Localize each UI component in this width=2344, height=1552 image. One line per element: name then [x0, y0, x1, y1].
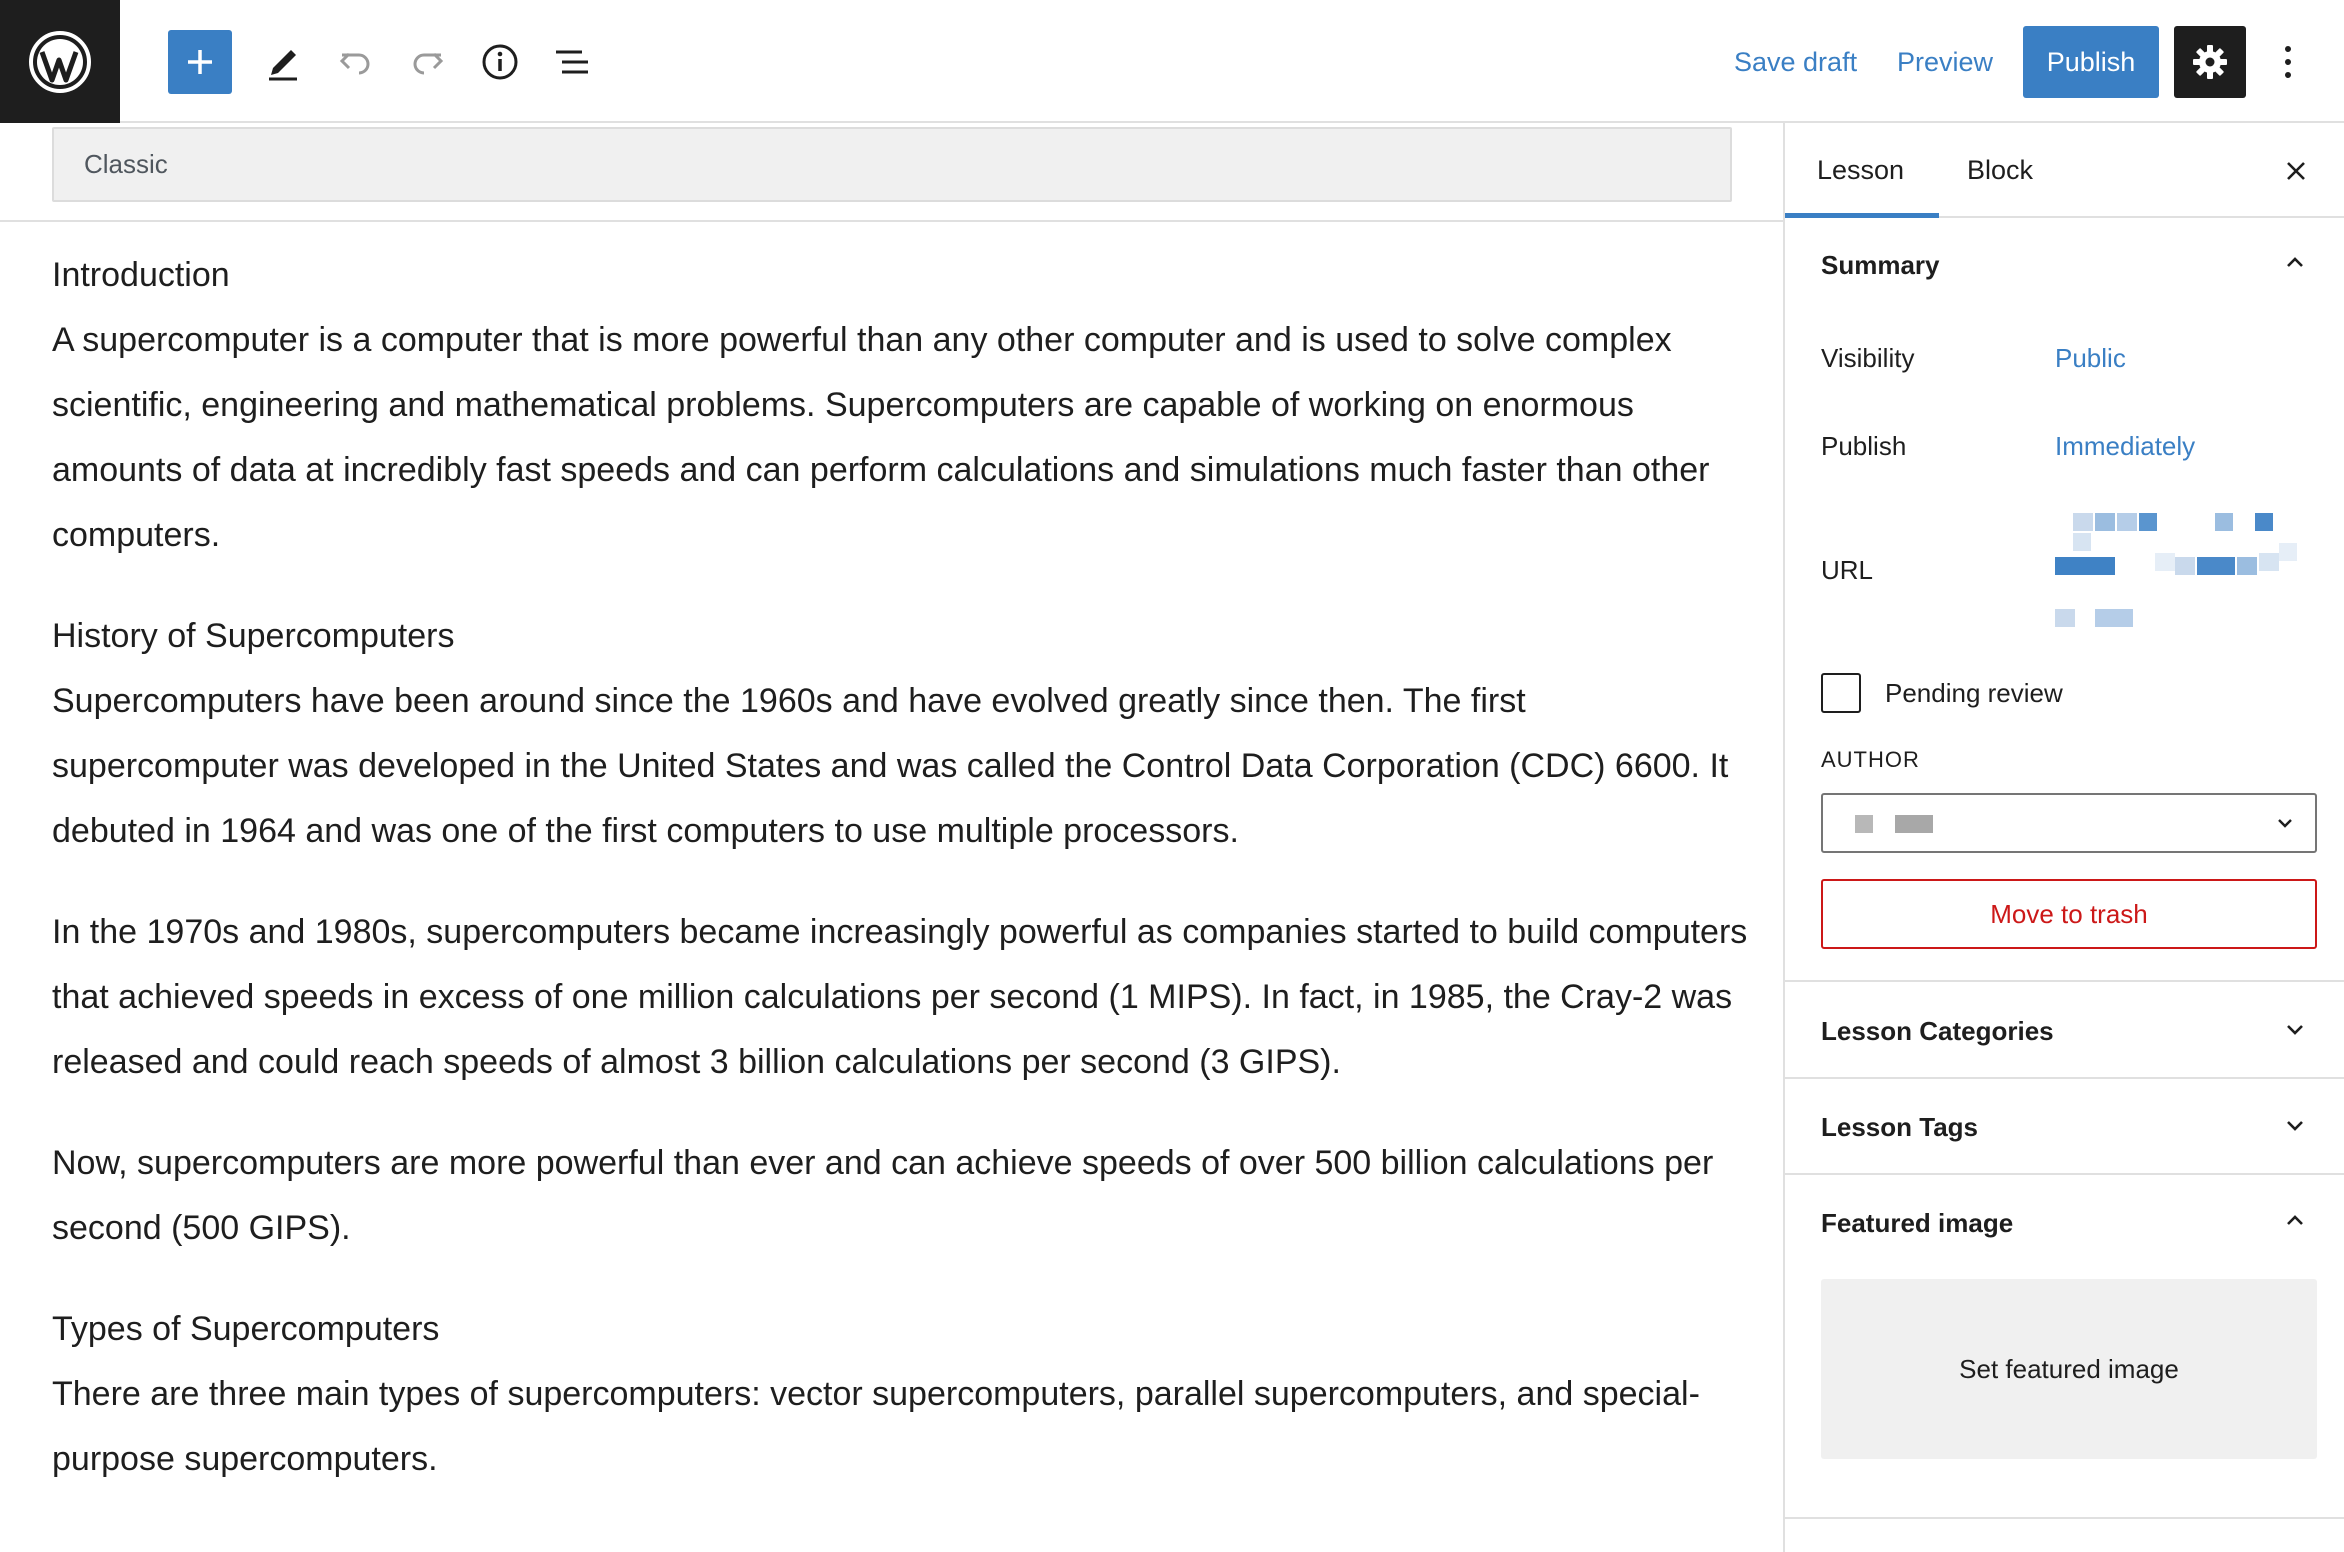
paragraph-text: Now, supercomputers are more powerful than ever and can achieve speeds of over 500 billion calculations per second (500 GIPS).	[52, 1144, 1714, 1247]
undo-icon	[335, 42, 375, 82]
lesson-tags-panel-title[interactable]: Lesson Tags	[1821, 1112, 1979, 1142]
author-name-redacted	[1895, 815, 1933, 833]
paragraph-text: There are three main types of supercomputers: vector supercomputers, parallel supercomputers, and special-purpose supercomputers.	[52, 1375, 1700, 1478]
publish-label: Publish	[1821, 431, 1907, 461]
more-options-button[interactable]	[2264, 26, 2312, 98]
lesson-categories-toggle[interactable]	[2275, 1009, 2315, 1049]
chevron-up-icon	[2283, 251, 2307, 275]
lesson-tags-toggle[interactable]	[2275, 1105, 2315, 1145]
add-block-button[interactable]	[168, 30, 232, 94]
paragraph-text: Supercomputers have been around since the 1960s and have evolved greatly since then. The first supercomputer was developed in the United States and was called the Control Data Corporation (CDC) 6600. It debuted in 1964 and was one of the first computers to use multiple processors.	[52, 682, 1729, 850]
settings-sidebar	[1783, 123, 2344, 1552]
publish-date-toggle[interactable]: Immediately	[2055, 431, 2196, 461]
author-name-redacted	[1855, 815, 1873, 833]
section-heading: Introduction	[52, 256, 230, 294]
paragraph[interactable]	[52, 900, 1752, 1095]
visibility-label: Visibility	[1821, 343, 1915, 373]
chevron-down-icon	[2283, 1113, 2307, 1137]
section-heading: History of Supercomputers	[52, 617, 455, 655]
summary-panel-title[interactable]: Summary	[1821, 250, 1940, 280]
close-sidebar-button[interactable]	[2276, 151, 2316, 191]
summary-panel-toggle[interactable]	[2275, 243, 2315, 283]
preview-button[interactable]: Preview	[1897, 47, 1994, 77]
plus-icon	[184, 46, 216, 78]
editor-canvas	[0, 125, 1783, 1552]
paragraph[interactable]	[52, 243, 1752, 568]
section-heading: Types of Supercomputers	[52, 1310, 440, 1348]
author-select[interactable]	[1821, 793, 2317, 853]
paragraph-text: In the 1970s and 1980s, supercomputers became increasingly powerful as companies started to build computers that achieved speeds in excess of one million calculations per second (1 MIPS). In fact, in 1985, the Cray-2 was released and could reach speeds of almost 3 billion calculations per second (3 GIPS).	[52, 913, 1748, 1081]
url-label: URL	[1821, 555, 1874, 585]
settings-button[interactable]	[2174, 26, 2246, 98]
visibility-toggle[interactable]: Public	[2055, 343, 2126, 373]
author-label: AUTHOR	[1821, 747, 1920, 772]
chevron-down-icon	[2275, 813, 2295, 833]
panel-divider	[1785, 1517, 2344, 1519]
info-icon	[480, 42, 520, 82]
paragraph-text: A supercomputer is a computer that is more powerful than any other computer and is used to solve complex scientific, engineering and mathematical problems. Supercomputers are capable of working on enormous amounts of data at incredibly fast speeds and can perform calculations and simulations much faster than other computers.	[52, 321, 1710, 554]
tools-button[interactable]	[251, 30, 315, 94]
gear-icon	[2190, 42, 2230, 82]
classic-block-content[interactable]	[52, 243, 1752, 1528]
tab-block[interactable]: Block	[1967, 155, 2034, 185]
pencil-icon	[263, 42, 303, 82]
wordpress-logo-button[interactable]	[0, 0, 120, 123]
sidebar-tabs	[1785, 123, 2344, 218]
pending-review-checkbox[interactable]	[1821, 673, 1861, 713]
panel-divider	[1785, 1173, 2344, 1175]
redo-button[interactable]	[396, 30, 460, 94]
chevron-up-icon	[2283, 1209, 2307, 1233]
url-link-redacted[interactable]	[2055, 513, 2305, 643]
editor-header	[0, 0, 2344, 123]
chevron-down-icon	[2283, 1017, 2307, 1041]
list-view-icon	[552, 42, 592, 82]
featured-image-panel-title[interactable]: Featured image	[1821, 1208, 2014, 1238]
set-featured-image-button[interactable]: Set featured image	[1821, 1279, 2317, 1459]
panel-divider	[1785, 980, 2344, 982]
move-to-trash-button[interactable]: Move to trash	[1821, 879, 2317, 949]
wordpress-logo-icon	[28, 30, 92, 94]
author-select-chevron	[2267, 805, 2303, 841]
paragraph[interactable]	[52, 1131, 1752, 1261]
undo-button[interactable]	[323, 30, 387, 94]
classic-block-toolbar[interactable]: Classic	[52, 127, 1732, 202]
editor-divider	[0, 220, 1783, 222]
redo-icon	[408, 42, 448, 82]
featured-image-toggle[interactable]	[2275, 1201, 2315, 1241]
paragraph[interactable]	[52, 604, 1752, 864]
lesson-categories-panel-title[interactable]: Lesson Categories	[1821, 1016, 2054, 1046]
save-draft-button[interactable]: Save draft	[1734, 47, 1858, 77]
tab-lesson[interactable]: Lesson	[1817, 155, 1905, 185]
publish-button[interactable]: Publish	[2023, 26, 2159, 98]
active-tab-indicator	[1785, 213, 1939, 218]
list-view-button[interactable]	[540, 30, 604, 94]
pending-review-label[interactable]: Pending review	[1885, 678, 2063, 708]
more-vertical-icon	[2283, 44, 2293, 80]
close-icon	[2284, 159, 2308, 183]
panel-divider	[1785, 1077, 2344, 1079]
details-button[interactable]	[468, 30, 532, 94]
paragraph[interactable]	[52, 1297, 1752, 1492]
